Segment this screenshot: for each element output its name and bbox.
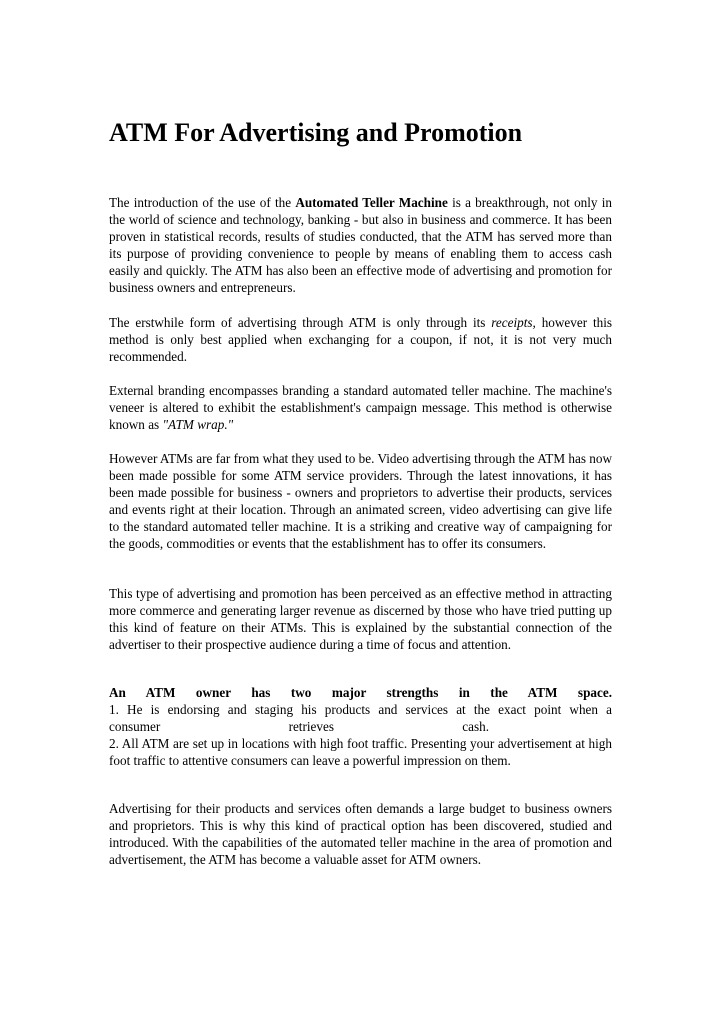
paragraph-text: The erstwhile form of advertising through ATM is only through its [109, 315, 492, 330]
paragraph-external-branding [109, 382, 612, 433]
paragraph-text: however this method is only best applied when exchanging for a coupon, if not, it is not very much recommended. [109, 315, 612, 364]
italic-term: "ATM wrap." [162, 417, 234, 432]
paragraph-budget: Advertising for their products and services often demands a large budget to business owners and proprietors. This is why this kind of practical option has been discovered, studied and introduced. With the capabilities of the automated teller machine in the area of promotion and advertisement, the ATM has become a valuable asset for ATM owners. [109, 801, 612, 867]
paragraph-receipts [109, 314, 612, 365]
paragraph-video-advertising: However ATMs are far from what they used to be. Video advertising through the ATM has now been made possible for some ATM service providers. Through the latest innovations, it has been made possible for business - owners and proprietors to advertise their products, services and events right at their location. Through an animated screen, video advertising can give life to the standard automated teller machine. It is a striking and creative way of campaigning for the goods, commodities or events that the establishment has to offer its consumers. [109, 451, 612, 551]
strength-item-1-line-2: consumer retrieves cash. [109, 719, 489, 734]
paragraph-text: is a breakthrough, not only in the world of science and technology, banking - but also in business and commerce. It has been proven in statistical records, results of studies conducted, that the ATM has served more than its purpose of providing convenience to people by means of enabling them to access cash easily and quickly. The ATM has also been an effective mode of advertising and promotion for business owners and entrepreneurs. [109, 195, 612, 295]
strength-item-1-line-1: 1. He is endorsing and staging his products and services at the exact point when a [109, 702, 612, 717]
document-title: ATM For Advertising and Promotion [109, 118, 523, 147]
paragraph-owner-strengths [109, 684, 612, 769]
strength-item-2: 2. All ATM are set up in locations with high foot traffic. Presenting your advertisement at high foot traffic to attentive consumers can leave a powerful impression on them. [109, 736, 612, 768]
paragraph-text: The introduction of the use of the [109, 195, 296, 210]
strengths-heading: An ATM owner has two major strengths in the ATM space. [109, 685, 612, 700]
paragraph-text: External branding encompasses branding a standard automated teller machine. The machine's veneer is altered to exhibit the establishment's campaign message. This method is otherwise known as [109, 383, 612, 432]
bold-term: Automated Teller Machine [295, 195, 448, 210]
paragraph-effective-method: This type of advertising and promotion has been perceived as an effective method in attracting more commerce and generating larger revenue as discerned by those who have tried putting up this kind of feature on their ATMs. This is explained by the substantial connection of the advertiser to their prospective audience during a time of focus and attention. [109, 586, 612, 652]
paragraph-introduction [109, 194, 612, 296]
italic-term: receipts, [491, 315, 536, 330]
